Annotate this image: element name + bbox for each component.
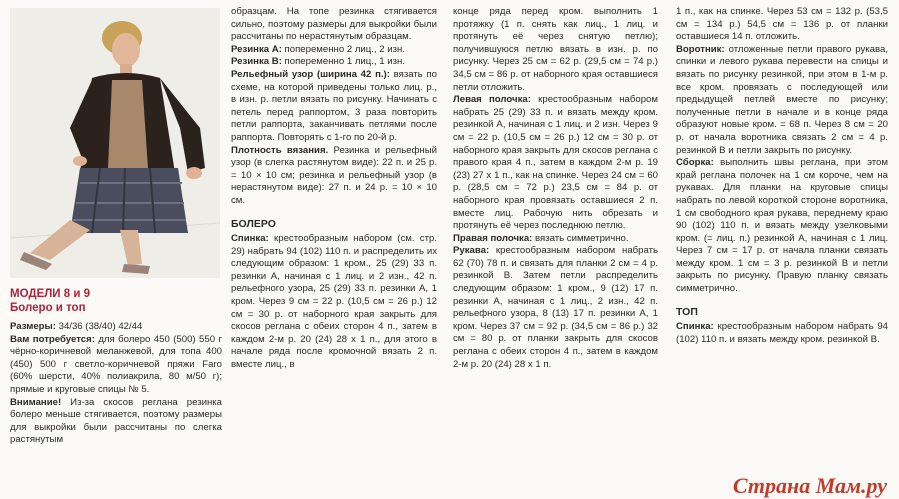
models-title: МОДЕЛИ 8 и 9: [10, 288, 91, 300]
continue-para: конце ряда перед кром. выполнить 1 протяжку (1 п. снять как лиц., 1 лиц. и протянуть её через снятую петлю); получившуюся петлю вязать в изн. р. по рисунку. Через 25 см = 62 р. (29,5 см = 74 р.) 34,5 см = 86 р. от наборного края оставшиеся петли отложить.: [453, 6, 658, 93]
assembly-para: Сборка: выполнить швы реглана, при этом край реглана полочек на 1 см короче, чем на рукавах. Для планки на круговые спицы набрать по левой короткой стороне воротника, 1 см свободного края рукава, переднему краю 90 (102) 110 п. и вязать между узелковыми кром. (= лиц. п.) резинкой А, начиная с 1 лиц. Через 7 см = 17 р. от начала планки связать между кром. 1 см = 3 р. резинкой В и петли закрыть по рисунку. Правую планку связать симметрично.: [676, 157, 888, 295]
rib-a-para: Резинка А: попеременно 2 лиц., 2 изн.: [231, 43, 405, 55]
left-front-para: Левая полочка: крестообразным набором набрать 25 (29) 33 п. и вязать между кром. резинкой А, начиная с 1 лиц. и 2 изн. Через 9 см = 22 р. (10,5 см = 26 р.) 12 см = 30 р. от наборного края закрыть для скосов реглана с правого края 4 п., затем в каждом 2-м р. 19 (23) 27 х 1 п., как на спинке. Через 24 см = 60 р. (28,5 см = 72 р.) 23,5 см = 84 р. от наборного края провязать оставшиеся 2 п. вместе лиц. Рабочую нить обрезать и протянуть её через последнюю петлю.: [453, 94, 658, 232]
models-subtitle: Болеро и топ: [10, 302, 86, 314]
sizes-para: Размеры: 34/36 (38/40) 42/44: [10, 321, 143, 332]
column-2: [231, 6, 437, 372]
column-4: [676, 6, 888, 346]
watermark-logo: Страна Мам.ру: [732, 473, 887, 499]
bolero-heading: БОЛЕРО: [231, 217, 276, 230]
right-front-para: Правая полочка: вязать симметрично.: [453, 232, 629, 244]
relief-para: Рельефный узор (ширина 42 п.): вязать по схеме, на которой приведены только лиц. р., в изн. р. петли вязать по рисунку. Начинать с петель перед раппортом, 3 раза повторить петли раппорта, заканчивать петлями после раппорта. Повторять с 1-го по 20-й р.: [231, 68, 437, 143]
top-back-para: Спинка: крестообразным набором набрать 94 (102) 110 п. и вязать между кром. резинкой В.: [676, 321, 888, 345]
rib-b-para: Резинка В: попеременно 1 лиц., 1 изн.: [231, 56, 405, 68]
collar-para: Воротник: отложенные петли правого рукава, спинки и левого рукава перевести на спицы и вязать по рисунку резинкой, при этом в 1-м р. все кром. провязать с последующей или предыдущей петлей вместе по рисунку; полученные петли в начале и в конце ряда образуют новые кром. = 68 п. Через 8 см = 20 р. от начала воротника связать 2 см = 4 р. резинкой В и петли закрыть по рисунку.: [676, 43, 888, 156]
back-para: Спинка: крестообразным набором (см. стр. 29) набрать 94 (102) 110 п. и распределить их следующим образом: 1 кром., 25 (29) 33 п. резинки А, начиная с 1 лиц. и 2 изн., 42 п. рельефного узора, 25 (29) 33 п. резинки А, 1 кром. Через 9 см = 22 р. (10,5 см = 26 р.) 12 см = 30 р. от наборного края закрыть для скосов реглана с обеих сторон 4 п., затем в каждом 2-м р. 20 (24) 28 х 1 п., для этого в начале ряда после кромочной вязать 2 п. вместе лиц., в: [231, 233, 437, 371]
density-para: Плотность вязания. Резинка и рельефный узор (в слегка растянутом виде): 22 п. и 25 р. = 10 × 10 см; резинка и рельефный узор (в нерастянутом виде): 27 п. и 24 р. = 10 × 10 см.: [231, 144, 437, 206]
model-photo: [10, 8, 220, 278]
column-3: [453, 6, 658, 371]
intro-para: образцам. На топе резинка стягивается сильно, поэтому размеры для выкройки были рассчитаны по нерастянутым образцам.: [231, 6, 437, 43]
column-1: [10, 287, 222, 447]
sleeve-end-para: 1 п., как на спинке. Через 53 см = 132 р. (53,5 см = 134 р.) 54,5 см = 136 р. от планки оставшиеся 14 п. отложить.: [676, 6, 888, 43]
materials-para: Вам потребуется: для болеро 450 (500) 550 г чёрно-коричневой меланжевой, для топа 400 (450) 500 г светло-коричневой пряжи Faro (60% шерсти, 40% полиакрила, 80 м/50 г); прямые и круговые спицы № 5.: [10, 333, 222, 395]
sleeves-para: Рукава: крестообразным набором набрать 62 (70) 78 п. и связать для планки 2 см = 4 р. резинкой В. Затем петли распределить следующим образом: 1 кром., 9 (12) 17 п. резинки А, начиная с 1 лиц., 2 изн., 42 п. рельефного узора, 8 (13) 17 п. резинки А, 1 кром. Через 37 см = 92 р. (34,5 см = 86 р.) 32 см = 80 р. от планки закрыть для скосов реглана с обеих сторон 4 п., затем в каждом 2-м р. 20 (24) 28 х 1 п.: [453, 245, 658, 370]
model-illustration: [10, 8, 220, 278]
top-heading: ТОП: [676, 305, 698, 318]
attention-para: Внимание! Из-за скосов реглана резинка болеро меньше стягивается, поэтому размеры для выкройки были рассчитаны по слегка растянутым: [10, 396, 222, 446]
